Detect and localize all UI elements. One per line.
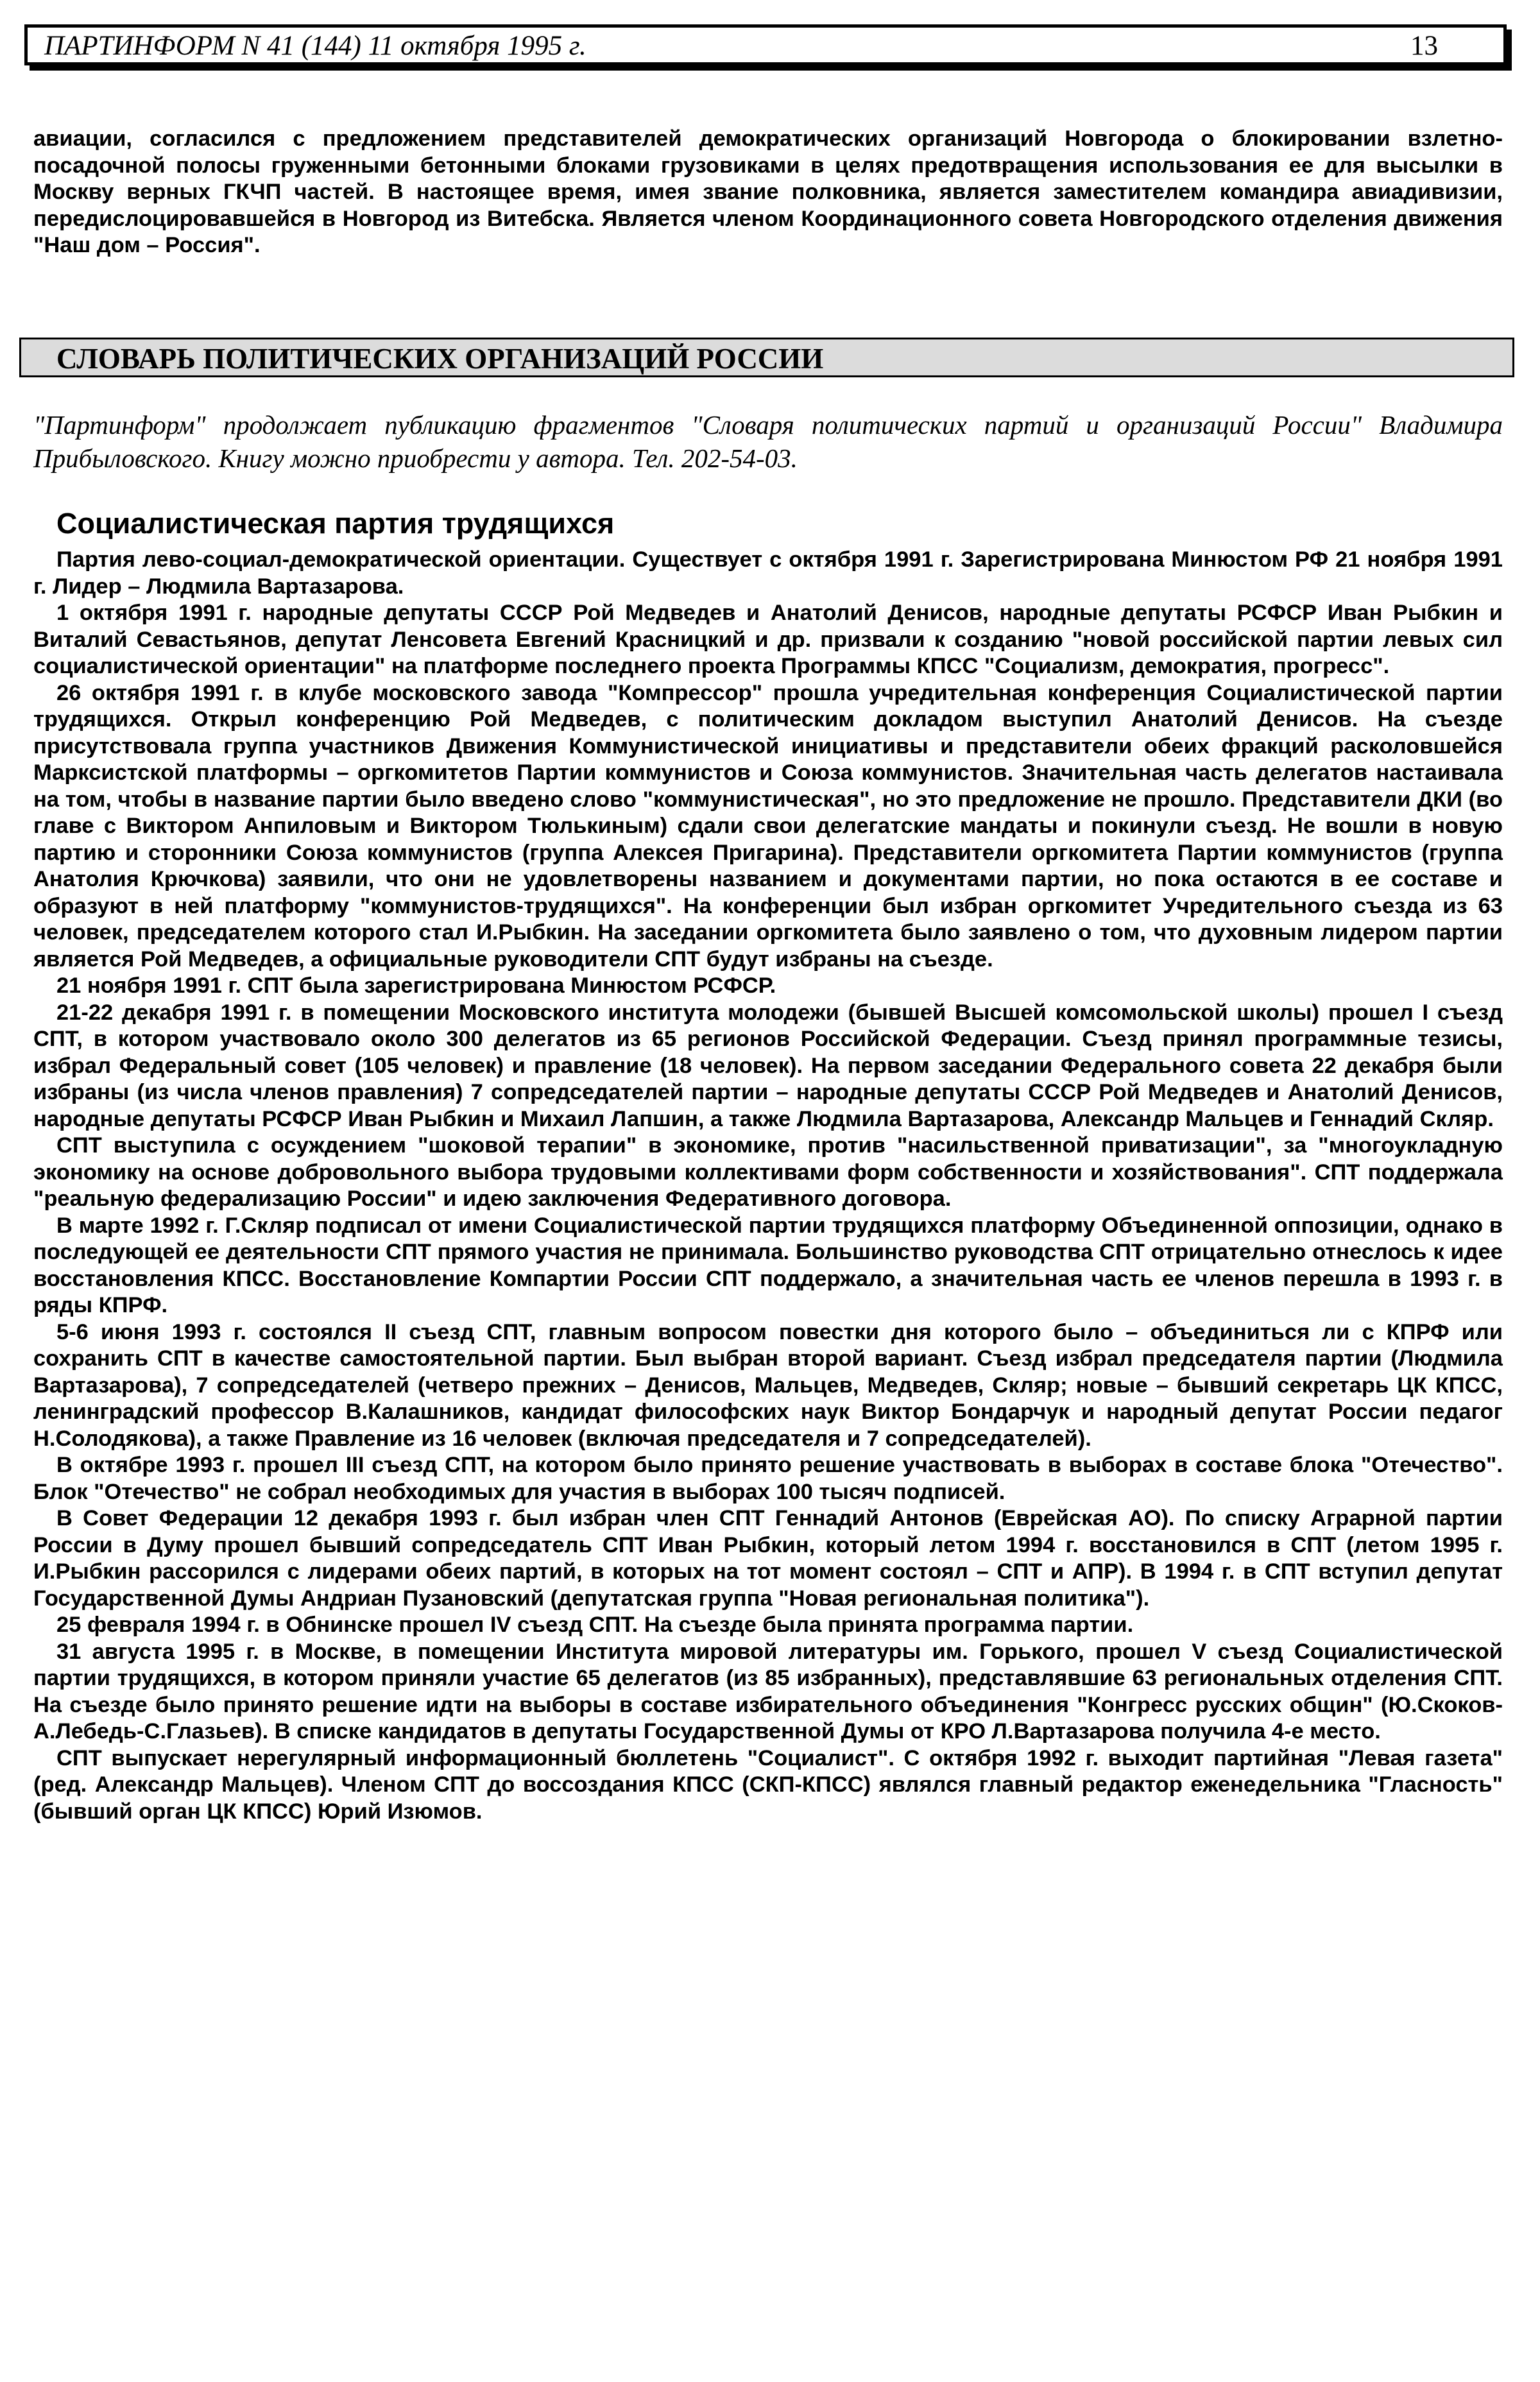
entry-paragraph: 31 августа 1995 г. в Москве, в помещении Института мировой литературы им. Горького, прошел V съезд Социалистической партии трудящихся, в котором приняли участие 65 делегатов (из 85 избранных), представлявшие 63 региональных отделения СПТ. На съезде было принято решение идти на выборы в составе избирательного объединения "Конгресс русских общин" (Ю.Скоков-А.Лебедь-С.Глазьев). В списке кандидатов в депутаты Государственной Думы от КРО Л.Вартазарова получила 4-е место. xyxy=(33,1639,1503,1744)
entry-paragraph: В марте 1992 г. Г.Скляр подписал от имени Социалистической партии трудящихся платформу Объединенной оппозиции, однако в последующей ее деятельности СПТ прямого участия не принимала. Большинство руководства СПТ отрицательно отнеслось к идее восстановления КПСС. Восстановление Компартии России СПТ поддержало, а значительная часть ее членов перешла в 1993 г. в ряды КПРФ. xyxy=(33,1213,1503,1317)
entry-paragraph: СПТ выступила с осуждением "шоковой терапии" в экономике, против "насильственной приватизации", за "многоукладную экономику на основе добровольного выбора трудовыми коллективами форм собственности и хозяйствования". СПТ поддержала "реальную федерализацию России" и идею заключения Федеративного договора. xyxy=(33,1133,1503,1211)
entry-paragraph: Партия лево-социал-демократической ориентации. Существует с октября 1991 г. Зарегистрирована Минюстом РФ 21 ноября 1991 г. Лидер – Людмила Вартазарова. xyxy=(33,547,1503,599)
entry-paragraph: В октябре 1993 г. прошел III съезд СПТ, на котором было принято решение участвовать в выборах в составе блока "Отечество". Блок "Отечество" не собрал необходимых для участия в выборах 100 тысяч подписей. xyxy=(33,1453,1503,1504)
page-number: 13 xyxy=(1410,31,1438,61)
intro-paragraph: авиации, согласился с предложением представителей демократических организаций Новгорода о блокировании взлетно-посадочной полосы груженными бетонными блоками грузовиками в целях предотвращения использования ее для высылки в Москву верных ГКЧП частей. В настоящее время, имея звание полковника, является заместителем командира авиадивизии, передислоцировавшейся в Новгород из Витебска. Является членом Координационного совета Новгородского отделения движения "Наш дом – Россия". xyxy=(33,126,1503,257)
section-note-line-1: "Партинформ" продолжает публикацию фрагментов "Словаря политических партий и организаций России" Владимира xyxy=(33,410,1503,440)
entry-body xyxy=(33,547,1503,1825)
entry-paragraph: 25 февраля 1994 г. в Обнинске прошел IV съезд СПТ. На съезде была принята программа партии. xyxy=(56,1613,1134,1637)
entry-paragraph: СПТ выпускает нерегулярный информационный бюллетень "Социалист". С октября 1992 г. выходит партийная "Левая газета" (ред. Александр Мальцев). Членом СПТ до воссоздания КПСС (СКП-КПСС) являлся главный редактор еженедельника "Гласность" (бывший орган ЦК КПСС) Юрий Изюмов. xyxy=(33,1745,1503,1824)
entry-paragraph: 5-6 июня 1993 г. состоялся II съезд СПТ, главным вопросом повестки дня которого было – объединиться ли с КПРФ или сохранить СПТ в качестве самостоятельной партии. Был выбран второй вариант. Съезд избрал председателя партии (Людмила Вартазарова), 7 сопредседателей (четверо прежних – Денисов, Мальцев, Медведев, Скляр; новые – бывший секретарь ЦК КПСС, ленинградский профессор В.Калашников, кандидат философских наук Виктор Бондарчук и народный депутат России педагог Н.Солодякова), а также Правление из 16 человек (включая председателя и 7 сопредседателей). xyxy=(33,1319,1503,1451)
section-title: СЛОВАРЬ ПОЛИТИЧЕСКИХ ОРГАНИЗАЦИЙ РОССИИ xyxy=(56,343,824,375)
entry-paragraph: 1 октября 1991 г. народные депутаты СССР Рой Медведев и Анатолий Денисов, народные депутаты РСФСР Иван Рыбкин и Виталий Севастьянов, депутат Ленсовета Евгений Красницкий и др. призвали к созданию "новой российской партии левых сил социалистической ориентации" на платформе последнего проекта Программы КПСС "Социализм, демократия, прогресс". xyxy=(33,601,1503,678)
section-note-line-2: Прибыловского. Книгу можно приобрести у автора. Тел. 202-54-03. xyxy=(33,443,798,473)
entry-paragraph: 26 октября 1991 г. в клубе московского завода "Компрессор" прошла учредительная конференция Социалистической партии трудящихся. Открыл конференцию Рой Медведев, с политическим докладом выступил Анатолий Денисов. На съезде присутствовала группа участников Движения Коммунистической инициативы и представители обеих фракций расколовшейся Марксистской платформы – оргкомитетов Партии коммунистов и Союза коммунистов. Значительная часть делегатов настаивала на том, чтобы в название партии было введено слово "коммунистическая", но это предложение не прошло. Представители ДКИ (во главе с Виктором Анпиловым и Виктором Тюлькиным) сдали свои делегатские мандаты и покинули съезд. Не вошли в новую партию и сторонники Союза коммунистов (группа Алексея Пригарина). Представители оргкомитета Партии коммунистов (группа Анатолия Крючкова) заявили, что они не удовлетворены названием и документами партии, но пока остаются в ее составе и образуют в ней платформу "коммунистов-трудящихся". На конференции был избран оргкомитет Учредительного съезда из 63 человек, председателем которого стал И.Рыбкин. На заседании оргкомитета было заявлено о том, что духовным лидером партии является Рой Медведев, а официальные руководители СПТ будут избраны на съезде. xyxy=(33,680,1503,972)
entry-paragraph: В Совет Федерации 12 декабря 1993 г. был избран член СПТ Геннадий Антонов (Еврейская АО). По списку Аграрной партии России в Думу прошел бывший сопредседатель СПТ Иван Рыбкин, который летом 1994 г. восстановился в СПТ (летом 1995 г. И.Рыбкин рассорился с лидерами обеих партий, в которых на тот момент состоял – СПТ и АПР). В 1994 г. в СПТ вступил депутат Государственной Думы Андриан Пузановский (депутатская группа "Новая региональная политика"). xyxy=(33,1506,1503,1611)
publication-title: ПАРТИНФОРМ N 41 (144) 11 октября 1995 г. xyxy=(44,31,586,61)
entry-title: Социалистическая партия трудящихся xyxy=(56,507,615,540)
section-banner xyxy=(19,338,1514,377)
entry-paragraph: 21 ноября 1991 г. СПТ была зарегистрирована Минюстом РСФСР. xyxy=(56,973,776,998)
running-header xyxy=(24,24,1507,65)
entry-paragraph: 21-22 декабря 1991 г. в помещении Московского института молодежи (бывшей Высшей комсомольской школы) прошел I съезд СПТ, в котором участвовало около 300 делегатов из 65 регионов Российской Федерации. Съезд принял программные тезисы, избрал Федеральный совет (105 человек) и правление (18 человек). На первом заседании Федерального совета 22 декабря были избраны (из числа членов правления) 7 сопредседателей партии – народные депутаты СССР Рой Медведев и Анатолий Денисов, народные депутаты РСФСР Иван Рыбкин и Михаил Лапшин, а также Людмила Вартазарова, Александр Мальцев и Геннадий Скляр. xyxy=(33,1000,1503,1131)
section-note xyxy=(33,408,1503,475)
